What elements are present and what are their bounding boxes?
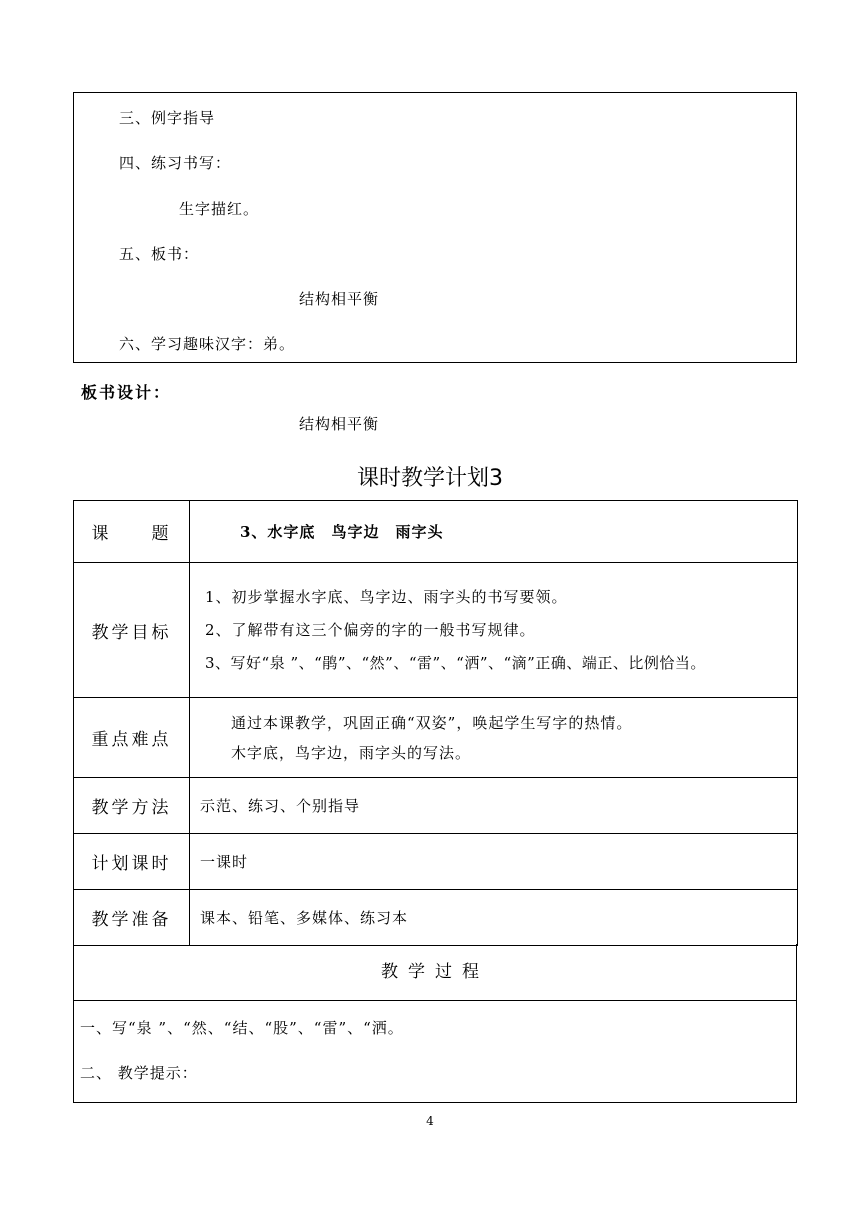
key-points-cell <box>190 698 798 778</box>
goal-item: 2、了解带有这三个偏旁的字的一般书写规律。 <box>205 620 536 639</box>
method-label: 教学方法 <box>74 778 190 834</box>
goals-label: 教学目标 <box>74 563 190 698</box>
row-key-points <box>74 698 798 778</box>
process-step: 二、 教学提示： <box>80 1064 198 1082</box>
preparation-label: 教学准备 <box>74 890 190 946</box>
topic-label: 课 题 <box>74 501 190 563</box>
row-preparation <box>74 890 798 946</box>
hours-label: 计划课时 <box>74 834 190 890</box>
step-blackboard: 五、板书： <box>119 245 200 263</box>
method-value: 示范、练习、个别指导 <box>190 778 798 834</box>
goal-item: 3、写好“泉 ”、“鹃”、“然”、“雷”、“洒”、“滴”正确、端正、比例恰当。 <box>205 653 706 672</box>
key-point-item: 通过本课教学，巩固正确“双姿”，唤起学生写字的热情。 <box>231 713 633 732</box>
step-practice-writing: 四、练习书写： <box>119 154 232 172</box>
teaching-process-heading: 教学过程 <box>73 944 797 1001</box>
goals-cell <box>190 563 798 698</box>
step-fun-characters: 六、学习趣味汉字：弟。 <box>119 335 296 353</box>
topic-value: 3、水字底 鸟字边 雨字头 <box>190 501 798 563</box>
previous-lesson-box <box>73 92 797 363</box>
lesson-plan-table <box>73 500 798 946</box>
blackboard-content: 结构相平衡 <box>299 290 380 308</box>
preparation-value: 课本、铅笔、多媒体、练习本 <box>190 890 798 946</box>
key-point-item: 木字底，鸟字边，雨字头的写法。 <box>231 743 472 762</box>
page-number: 4 <box>426 1114 434 1128</box>
hours-value: 一课时 <box>190 834 798 890</box>
step-trace-characters: 生字描红。 <box>179 200 260 218</box>
key-points-label: 重点难点 <box>74 698 190 778</box>
goal-item: 1、初步掌握水字底、鸟字边、雨字头的书写要领。 <box>205 587 568 606</box>
board-design-content: 结构相平衡 <box>299 415 380 433</box>
row-topic <box>74 501 798 563</box>
row-method <box>74 778 798 834</box>
teaching-process-body <box>73 1000 797 1103</box>
plan-title: 课时教学计划3 <box>357 466 503 491</box>
board-design-heading: 板书设计： <box>81 383 172 402</box>
row-goals <box>74 563 798 698</box>
row-hours <box>74 834 798 890</box>
step-example-guidance: 三、例字指导 <box>119 109 216 127</box>
process-step: 一、写“泉 ”、“然、“结、“股”、“雷”、“洒。 <box>80 1019 404 1037</box>
